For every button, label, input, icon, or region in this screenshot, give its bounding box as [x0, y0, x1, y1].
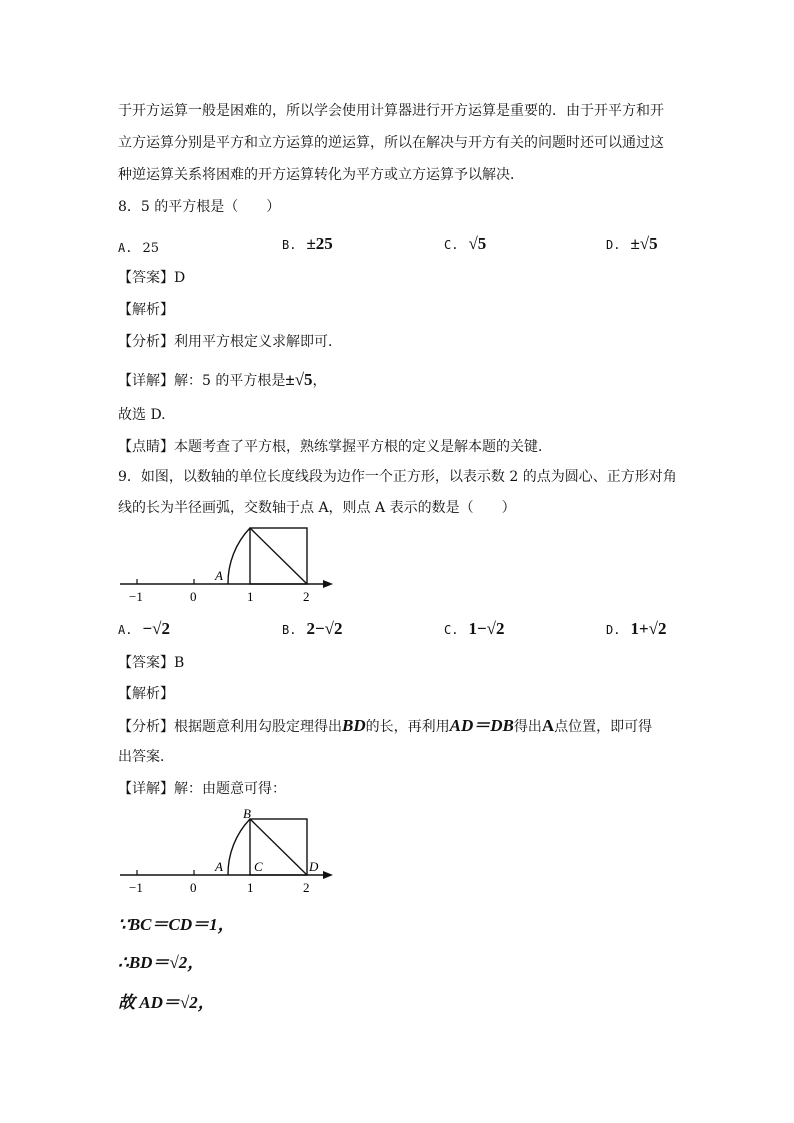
q9-option-a	[118, 618, 170, 642]
option-letter: C.	[444, 238, 459, 252]
q8-xiangjie	[118, 370, 327, 391]
option-text: ±√5	[630, 234, 658, 253]
option-letter: D.	[606, 238, 621, 252]
fenxi-text: 点位置，即可得	[554, 719, 653, 735]
tick-label-neg1: −1	[129, 589, 143, 604]
option-text: 2−√2	[306, 619, 343, 638]
q9-step-2	[118, 953, 204, 974]
option-text: 1−√2	[468, 619, 505, 638]
radius-arc	[228, 819, 250, 875]
q9-step-3	[118, 993, 215, 1014]
option-text: √5	[468, 234, 487, 253]
tick-label-neg1: −1	[129, 880, 143, 895]
fenxi-text: 得出	[513, 719, 542, 735]
option-text: −√2	[142, 619, 170, 638]
axis-arrow-icon	[323, 580, 333, 588]
label-point-c: C	[254, 859, 263, 874]
q8-xiangjie-post: ，	[312, 373, 327, 389]
q9-answer: 【答案】B	[118, 655, 185, 671]
fenxi-text: 的长，再利用	[365, 719, 450, 735]
q8-option-a	[118, 237, 159, 260]
label-point-b: B	[243, 808, 251, 821]
axis-arrow-icon	[323, 871, 333, 879]
fenxi-text: 【分析】根据题意利用勾股定理得出	[118, 719, 342, 735]
intro-line-3: 种逆运算关系将困难的开方运算转化为平方或立方运算予以解决．	[118, 167, 524, 183]
radius-arc	[228, 528, 250, 584]
option-text: ±25	[306, 234, 333, 253]
tick-label-1: 1	[247, 589, 254, 604]
q9-stem-line-2: 线的长为半径画弧，交数轴于点 A，则点 A 表示的数是（ ）	[118, 500, 516, 516]
fenxi-math-eq: AD＝DB	[449, 716, 514, 735]
option-text: 25	[142, 241, 159, 256]
q9-jiexi: 【解析】	[118, 686, 174, 702]
q9-xiangjie: 【详解】解：由题意可得：	[118, 781, 286, 797]
q8-fenxi: 【分析】利用平方根定义求解即可．	[118, 334, 342, 350]
q9-step-1	[118, 915, 235, 936]
q9-stem-line-1: 9．如图，以数轴的单位长度线段为边作一个正方形，以表示数 2 的点为圆心、正方形对角	[118, 469, 677, 485]
label-point-a: A	[215, 859, 223, 874]
step-math: ∴BD＝√2，	[118, 953, 205, 972]
q8-answer: 【答案】D	[118, 270, 186, 286]
option-letter: B.	[282, 623, 297, 637]
label-point-a: A	[215, 568, 223, 583]
step-math: ∵BC＝CD＝1，	[118, 915, 235, 934]
q8-guxuan: 故选 D.	[118, 407, 166, 423]
tick-label-0: 0	[190, 589, 197, 604]
option-letter: C.	[444, 623, 459, 637]
option-letter: A.	[118, 241, 133, 255]
fenxi-math-bd: BD	[342, 716, 366, 735]
intro-line-2: 立方运算分别是平方和立方运算的逆运算，所以在解决与开方有关的问题时还可以通过这	[118, 135, 664, 151]
tick-label-2: 2	[303, 589, 310, 604]
q9-option-b	[282, 618, 342, 642]
q9-fenxi-line-1	[118, 716, 652, 737]
tick-label-2: 2	[303, 880, 310, 895]
tick-label-1: 1	[247, 880, 254, 895]
q9-figure-number-line	[118, 520, 348, 605]
q9-figure-solution	[118, 808, 348, 896]
q9-option-c	[444, 618, 504, 642]
fenxi-math-a: A	[541, 716, 555, 735]
label-point-d: D	[309, 859, 319, 874]
option-letter: B.	[282, 238, 297, 252]
q8-dianjing: 【点睛】本题考查了平方根，熟练掌握平方根的定义是解本题的关键．	[118, 439, 552, 455]
q9-fenxi-line-2: 出答案．	[118, 749, 174, 765]
option-letter: D.	[606, 623, 621, 637]
intro-line-1: 于开方运算一般是困难的，所以学会使用计算器进行开方运算是重要的．由于开平方和开	[118, 103, 664, 119]
q8-option-c	[444, 233, 486, 257]
q8-xiangjie-text: 【详解】解：5 的平方根是	[118, 373, 286, 389]
q8-option-b	[282, 233, 333, 257]
q8-stem: 8．5 的平方根是（ ）	[118, 199, 281, 215]
q8-jiexi: 【解析】	[118, 302, 174, 318]
square-diagonal	[250, 528, 307, 584]
q8-xiangjie-math: ±√5	[285, 370, 313, 389]
option-letter: A.	[118, 623, 133, 637]
option-text: 1+√2	[630, 619, 667, 638]
q8-option-d	[606, 233, 658, 257]
q9-option-d	[606, 618, 666, 642]
step-math: 故 AD＝√2，	[118, 993, 215, 1012]
tick-label-0: 0	[190, 880, 197, 895]
